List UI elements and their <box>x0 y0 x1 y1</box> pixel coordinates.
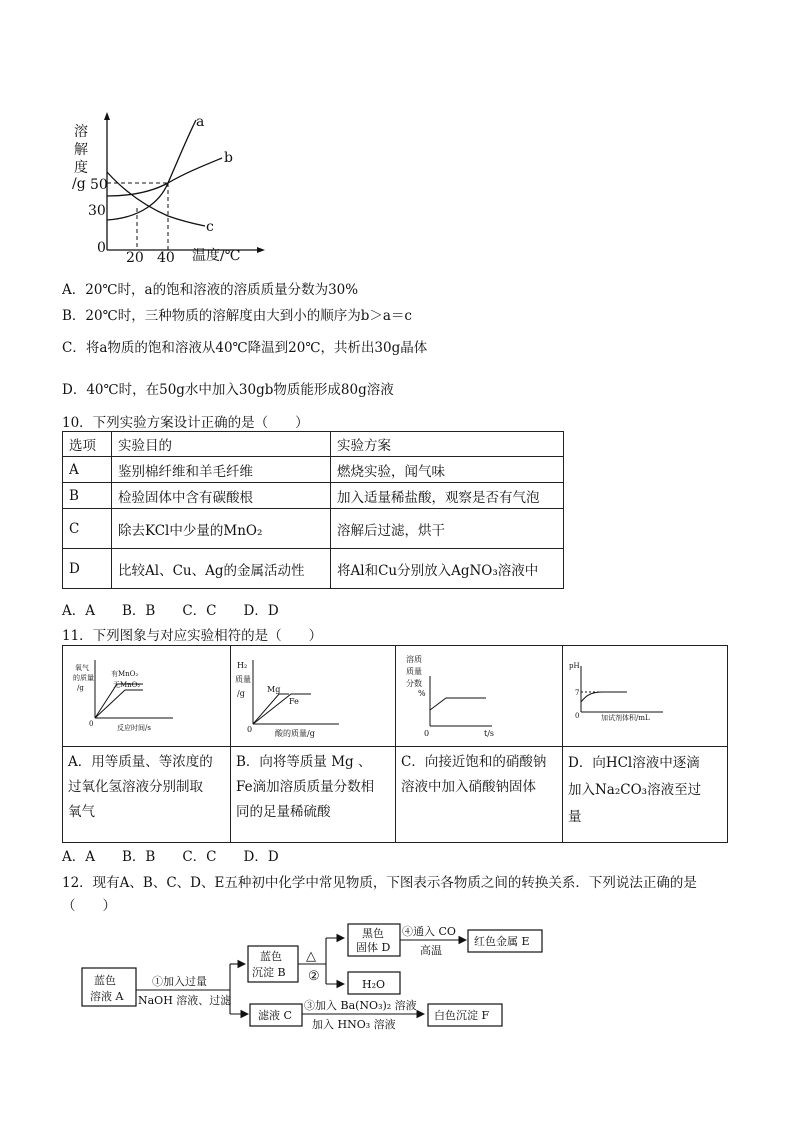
graph-c-ylabel: % <box>418 689 426 698</box>
table-cell: 检验固体中含有碳酸根 <box>112 483 331 509</box>
desc-cell-d <box>563 747 728 843</box>
step3-top: ③加入 Ba(NO₃)₂ 溶液 <box>304 999 417 1012</box>
table-cell: 溶解后过滤，烘干 <box>331 509 564 549</box>
desc-c-line: C．向接近饱和的硝酸钠 <box>401 754 547 770</box>
graph-d-xlabel: 加试剂体积/mL <box>601 714 650 722</box>
graph-c-ylabel: 分数 <box>406 679 422 688</box>
box-f: 白色沉淀 F <box>434 1009 490 1022</box>
graph-b-xlabel: 酸的质量/g <box>275 729 315 738</box>
y-tick-0: 0 <box>97 240 106 256</box>
graph-b <box>231 646 395 742</box>
graph-d-ylabel: pH <box>569 662 580 670</box>
solubility-chart <box>60 110 270 268</box>
table-cell: 除去KCl中少量的MnO₂ <box>112 509 331 549</box>
box-e: 红色金属 E <box>474 935 530 948</box>
q10-stem: 10．下列实验方案设计正确的是（ ） <box>62 415 309 431</box>
desc-a-line: 过氧化氢溶液分别制取 <box>68 779 203 795</box>
graph-b-line2-label: Fe <box>289 697 299 706</box>
y-tick-30: 30 <box>88 203 106 219</box>
q12-paren: （ ） <box>62 898 116 914</box>
table-cell: 加入适量稀盐酸，观察是否有气泡 <box>331 483 564 509</box>
table-header: 实验目的 <box>112 432 331 457</box>
box-a-line1: 蓝色 <box>94 974 116 987</box>
graph-cell-c <box>396 646 563 747</box>
curve-c-label: c <box>206 219 214 235</box>
box-b-line1: 蓝色 <box>260 950 282 963</box>
q11-answers: A．A B．B C．C D．D <box>62 849 279 865</box>
step1-top: ①加入过量 <box>152 975 207 988</box>
graph-c-origin: 0 <box>424 729 430 738</box>
desc-cell-c <box>396 747 563 843</box>
step4-top: ④通入 CO <box>402 925 456 938</box>
q12-stem: 12．现有A、B、C、D、E五种初中化学中常见物质，下图表示各物质之间的转换关系．下列说法正确的是 <box>62 875 697 891</box>
q10-answers: A．A B．B C．C D．D <box>62 603 279 619</box>
step4-bottom: 高温 <box>420 944 442 957</box>
desc-b-line: B．向将等质量 Mg 、 <box>236 754 372 770</box>
graph-c-ylabel: 溶质 <box>406 655 422 664</box>
step3-bottom: 加入 HNO₃ 溶液 <box>312 1018 396 1031</box>
desc-c-line: 溶液中加入硝酸钠固体 <box>401 779 536 795</box>
y-axis-label-2: 解 <box>74 142 88 158</box>
y-tick-50: 50 <box>90 177 108 193</box>
graph-a-xlabel: 反应时间/s <box>117 724 151 732</box>
graph-d-seven: 7 <box>575 689 580 697</box>
box-h2o: H₂O <box>362 978 386 991</box>
table-cell: C <box>63 509 112 549</box>
desc-d-line: 加入Na₂CO₃溶液至过 <box>568 782 702 798</box>
graph-a-origin: 0 <box>89 720 94 728</box>
graph-b-ylabel: H₂ <box>237 661 248 670</box>
box-a-line2: 溶液 A <box>90 990 124 1003</box>
curve-a-label: a <box>196 114 205 130</box>
graph-c <box>396 646 562 742</box>
graph-a <box>63 646 229 742</box>
graph-cell-a <box>63 646 231 747</box>
x-tick-40: 40 <box>157 250 175 266</box>
graph-cell-d <box>563 646 728 747</box>
desc-a-line: A．用等质量、等浓度的 <box>68 754 213 770</box>
box-c: 滤液 C <box>258 1009 292 1022</box>
graph-b-line1-label: Mg <box>267 685 281 694</box>
table-header: 实验方案 <box>331 432 564 457</box>
graph-c-xlabel: t/s <box>484 729 495 738</box>
table-cell: D <box>63 549 112 589</box>
box-d-line2: 固体 D <box>356 941 391 954</box>
graph-a-ylabel: 氧气 <box>75 664 89 672</box>
desc-a-line: 氧气 <box>68 804 95 820</box>
table-header: 选项 <box>63 432 112 457</box>
table-cell: B <box>63 483 112 509</box>
graph-a-ylabel: /g <box>77 684 84 692</box>
q11-stem: 11．下列图象与对应实验相符的是（ ） <box>62 628 323 644</box>
graph-cell-b <box>231 646 396 747</box>
heat-triangle: △ <box>306 949 316 964</box>
q9-option-d: D．40℃时，在50g水中加入30gb物质能形成80g溶液 <box>62 382 394 398</box>
curve-a <box>107 120 196 220</box>
y-axis-label-3: 度 <box>74 160 88 176</box>
y-axis-label-4: /g <box>72 176 86 192</box>
graph-d <box>563 646 727 742</box>
graph-b-origin: 0 <box>247 725 253 734</box>
desc-d-line: 量 <box>568 809 582 825</box>
graph-b-ylabel: /g <box>237 689 245 698</box>
curve-b-label: b <box>224 150 233 166</box>
step1-bottom: NaOH 溶液、过滤 <box>138 994 232 1007</box>
graph-c-ylabel: 质量 <box>406 667 422 676</box>
box-b-line2: 沉淀 B <box>252 966 286 979</box>
table-cell: 将Al和Cu分别放入AgNO₃溶液中 <box>331 549 564 589</box>
graph-d-origin: 0 <box>575 712 580 720</box>
graph-a-line1-label: 有MnO₂ <box>111 670 139 678</box>
x-tick-20: 20 <box>126 250 144 266</box>
desc-b-line: 同的足量稀硫酸 <box>236 804 331 820</box>
desc-b-line: Fe滴加溶质质量分数相 <box>236 779 375 795</box>
q10-table <box>62 431 564 589</box>
step2-label: ② <box>308 969 320 984</box>
table-cell: A <box>63 457 112 483</box>
q11-table <box>62 645 728 843</box>
table-cell: 燃烧实验，闻气味 <box>331 457 564 483</box>
desc-d-line: D．向HCl溶液中逐滴 <box>568 755 700 771</box>
q9-option-c: C．将a物质的饱和溶液从40℃降温到20℃，共析出30g晶体 <box>62 340 428 356</box>
table-cell: 鉴别棉纤维和羊毛纤维 <box>112 457 331 483</box>
q9-option-a: A．20℃时，a的饱和溶液的溶质质量分数为30% <box>62 282 359 298</box>
y-axis-label-1: 溶 <box>74 124 88 140</box>
q12-flowchart <box>80 920 550 1032</box>
table-cell: 比较Al、Cu、Ag的金属活动性 <box>112 549 331 589</box>
desc-cell-b <box>231 747 396 843</box>
graph-a-line2-label: 无MnO₂ <box>113 681 141 689</box>
x-axis-label: 温度/℃ <box>192 248 241 264</box>
graph-b-ylabel: 质量 <box>235 675 251 684</box>
desc-cell-a <box>63 747 231 843</box>
q9-option-b: B．20℃时，三种物质的溶解度由大到小的顺序为b＞a＝c <box>62 308 412 324</box>
graph-a-ylabel: 的质量 <box>73 674 94 682</box>
box-d-line1: 黑色 <box>362 927 384 940</box>
